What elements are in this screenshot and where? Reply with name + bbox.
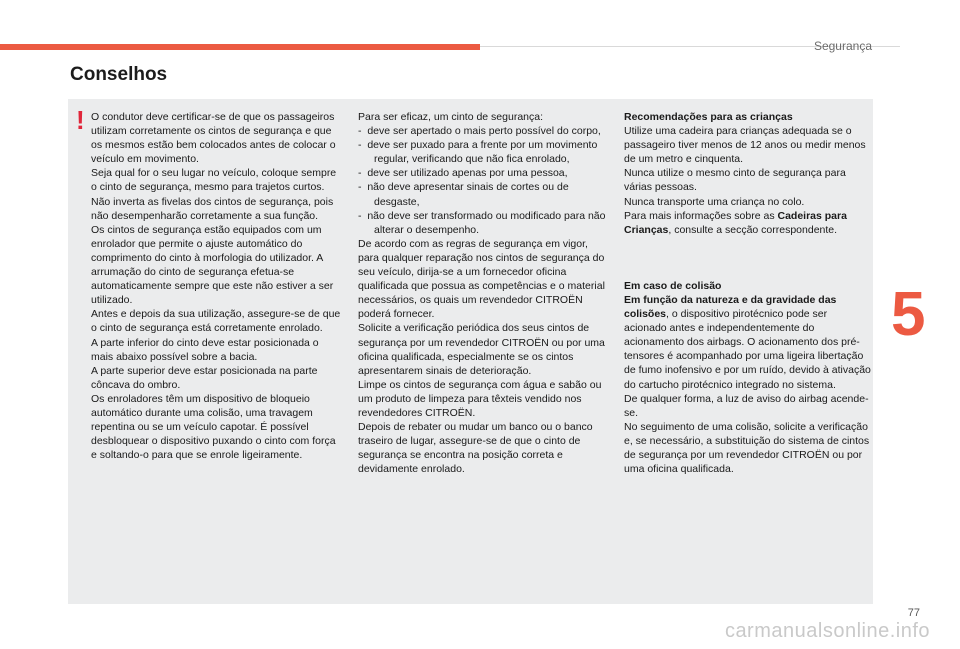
text-span: , o dispositivo pirotécnico pode ser acionado antes e independentemente do acionamento dos airbags. O acionamento dos pré-tensores é acompanhado por uma ligeira libertação de fumo inofensivo e por um ruído, devido à ativação do cartucho pirotécnico integrado no sistema. [624,308,871,391]
paragraph: Utilize uma cadeira para crianças adequada se o passageiro tiver menos de 12 anos ou medir menos de um metro e cinquenta. [624,125,866,166]
paragraph: O condutor deve certificar-se de que os passageiros utilizam corretamente os cintos de segurança e que os mesmos estão bem colocados antes de colocar o veículo em movimento. [91,111,336,166]
list-item: - não deve apresentar sinais de cortes ou de desgaste, [358,181,569,208]
list-item: - deve ser utilizado apenas por uma pessoa, [358,167,568,180]
paragraph: A parte inferior do cinto deve estar posicionada o mais abaixo possível sobre a bacia. [91,336,319,363]
paragraph [624,293,872,392]
section-name: Segurança [813,39,872,53]
paragraph: Não inverta as fivelas dos cintos de segurança, pois não desempenharão corretamente a sua função. [91,195,334,222]
page-title: Conselhos [70,64,168,85]
list-item: - deve ser apertado o mais perto possível do corpo, [358,125,601,138]
paragraph: No seguimento de uma colisão, solicite a verificação e, se necessário, a substituição do sistema de cintos de segurança por um revendedor CITROËN ou por uma oficina qualificada. [624,420,870,476]
page-number: 77 [907,607,920,619]
paragraph: Nunca utilize o mesmo cinto de segurança para várias pessoas. [624,167,846,194]
paragraph: Os enroladores têm um dispositivo de bloqueio automático durante uma colisão, uma travagem repentina ou se um veículo capotar. É possível desbloquear o dispositivo puxando o cinto com força e soltando-o para que se enrole ligeiramente. [91,392,336,462]
paragraph: A parte superior deve estar posicionada na parte côncava do ombro. [91,364,318,391]
text-span: Para mais informações sobre as [624,209,778,222]
child-seats-reference: Cadeiras para Crianças [624,209,847,236]
spacer [624,237,872,279]
paragraph: Seja qual for o seu lugar no veículo, coloque sempre o cinto de segurança, mesmo para trajetos curtos. [91,167,337,194]
watermark: carmanualsonline.info [724,620,930,642]
collision-heading: Em caso de colisão [624,279,722,292]
column-children-collision [624,110,872,476]
paragraph: Limpe os cintos de segurança com água e sabão ou um produto de limpeza para têxteis vendido nos revendedores CITROËN. [358,378,602,419]
paragraph: De qualquer forma, a luz de aviso do airbag acende-se. [624,392,869,419]
collision-subheading: Em função da natureza e da gravidade das colisões [624,293,837,321]
children-heading: Recomendações para as crianças [624,111,793,123]
paragraph: Depois de rebater ou mudar um banco ou o banco traseiro de lugar, assegure-se de que o cinto de segurança se encontra na posição correta e devidamente enrolado. [358,421,593,476]
paragraph [624,209,872,237]
paragraph: Nunca transporte uma criança no colo. [624,195,805,208]
paragraph: Os cintos de segurança estão equipados com um enrolador que permite o ajuste automático do comprimento do cinto à morfologia do utilizador. A arrumação do cinto de segurança efetua-se automaticamente sempre que este não estiver a ser utilizado. [91,223,334,307]
list-item: - deve ser puxado para a frente por um movimento regular, verificando que não fica enrolado, [358,139,598,166]
list-item: - não deve ser transformado ou modificado para não alterar o desempenho. [358,209,606,236]
header-accent-bar [0,44,480,50]
chapter-number: 5 [891,280,926,349]
column-driver-advice [91,110,341,462]
paragraph: Solicite a verificação periódica dos seus cintos de segurança por um revendedor CITROËN ou por uma oficina qualificada, especialmente se os cintos apresentarem sinais de deterioração. [358,322,605,377]
paragraph: Antes e depois da sua utilização, assegure-se de que o cinto de segurança está corretamente enrolado. [91,308,341,335]
exclamation-warning-icon: ! [76,105,85,135]
text-span: , consulte a secção correspondente. [668,223,838,236]
paragraph: De acordo com as regras de segurança em vigor, para qualquer reparação nos cintos de segurança do seu veículo, dirija-se a um fornecedor oficina qualificada que possua as competências e o material necessários, os quais um revendedor CITROËN poderá fornecer. [358,237,605,321]
column-belt-effectiveness [358,110,606,476]
paragraph: Para ser eficaz, um cinto de segurança: [358,111,544,123]
